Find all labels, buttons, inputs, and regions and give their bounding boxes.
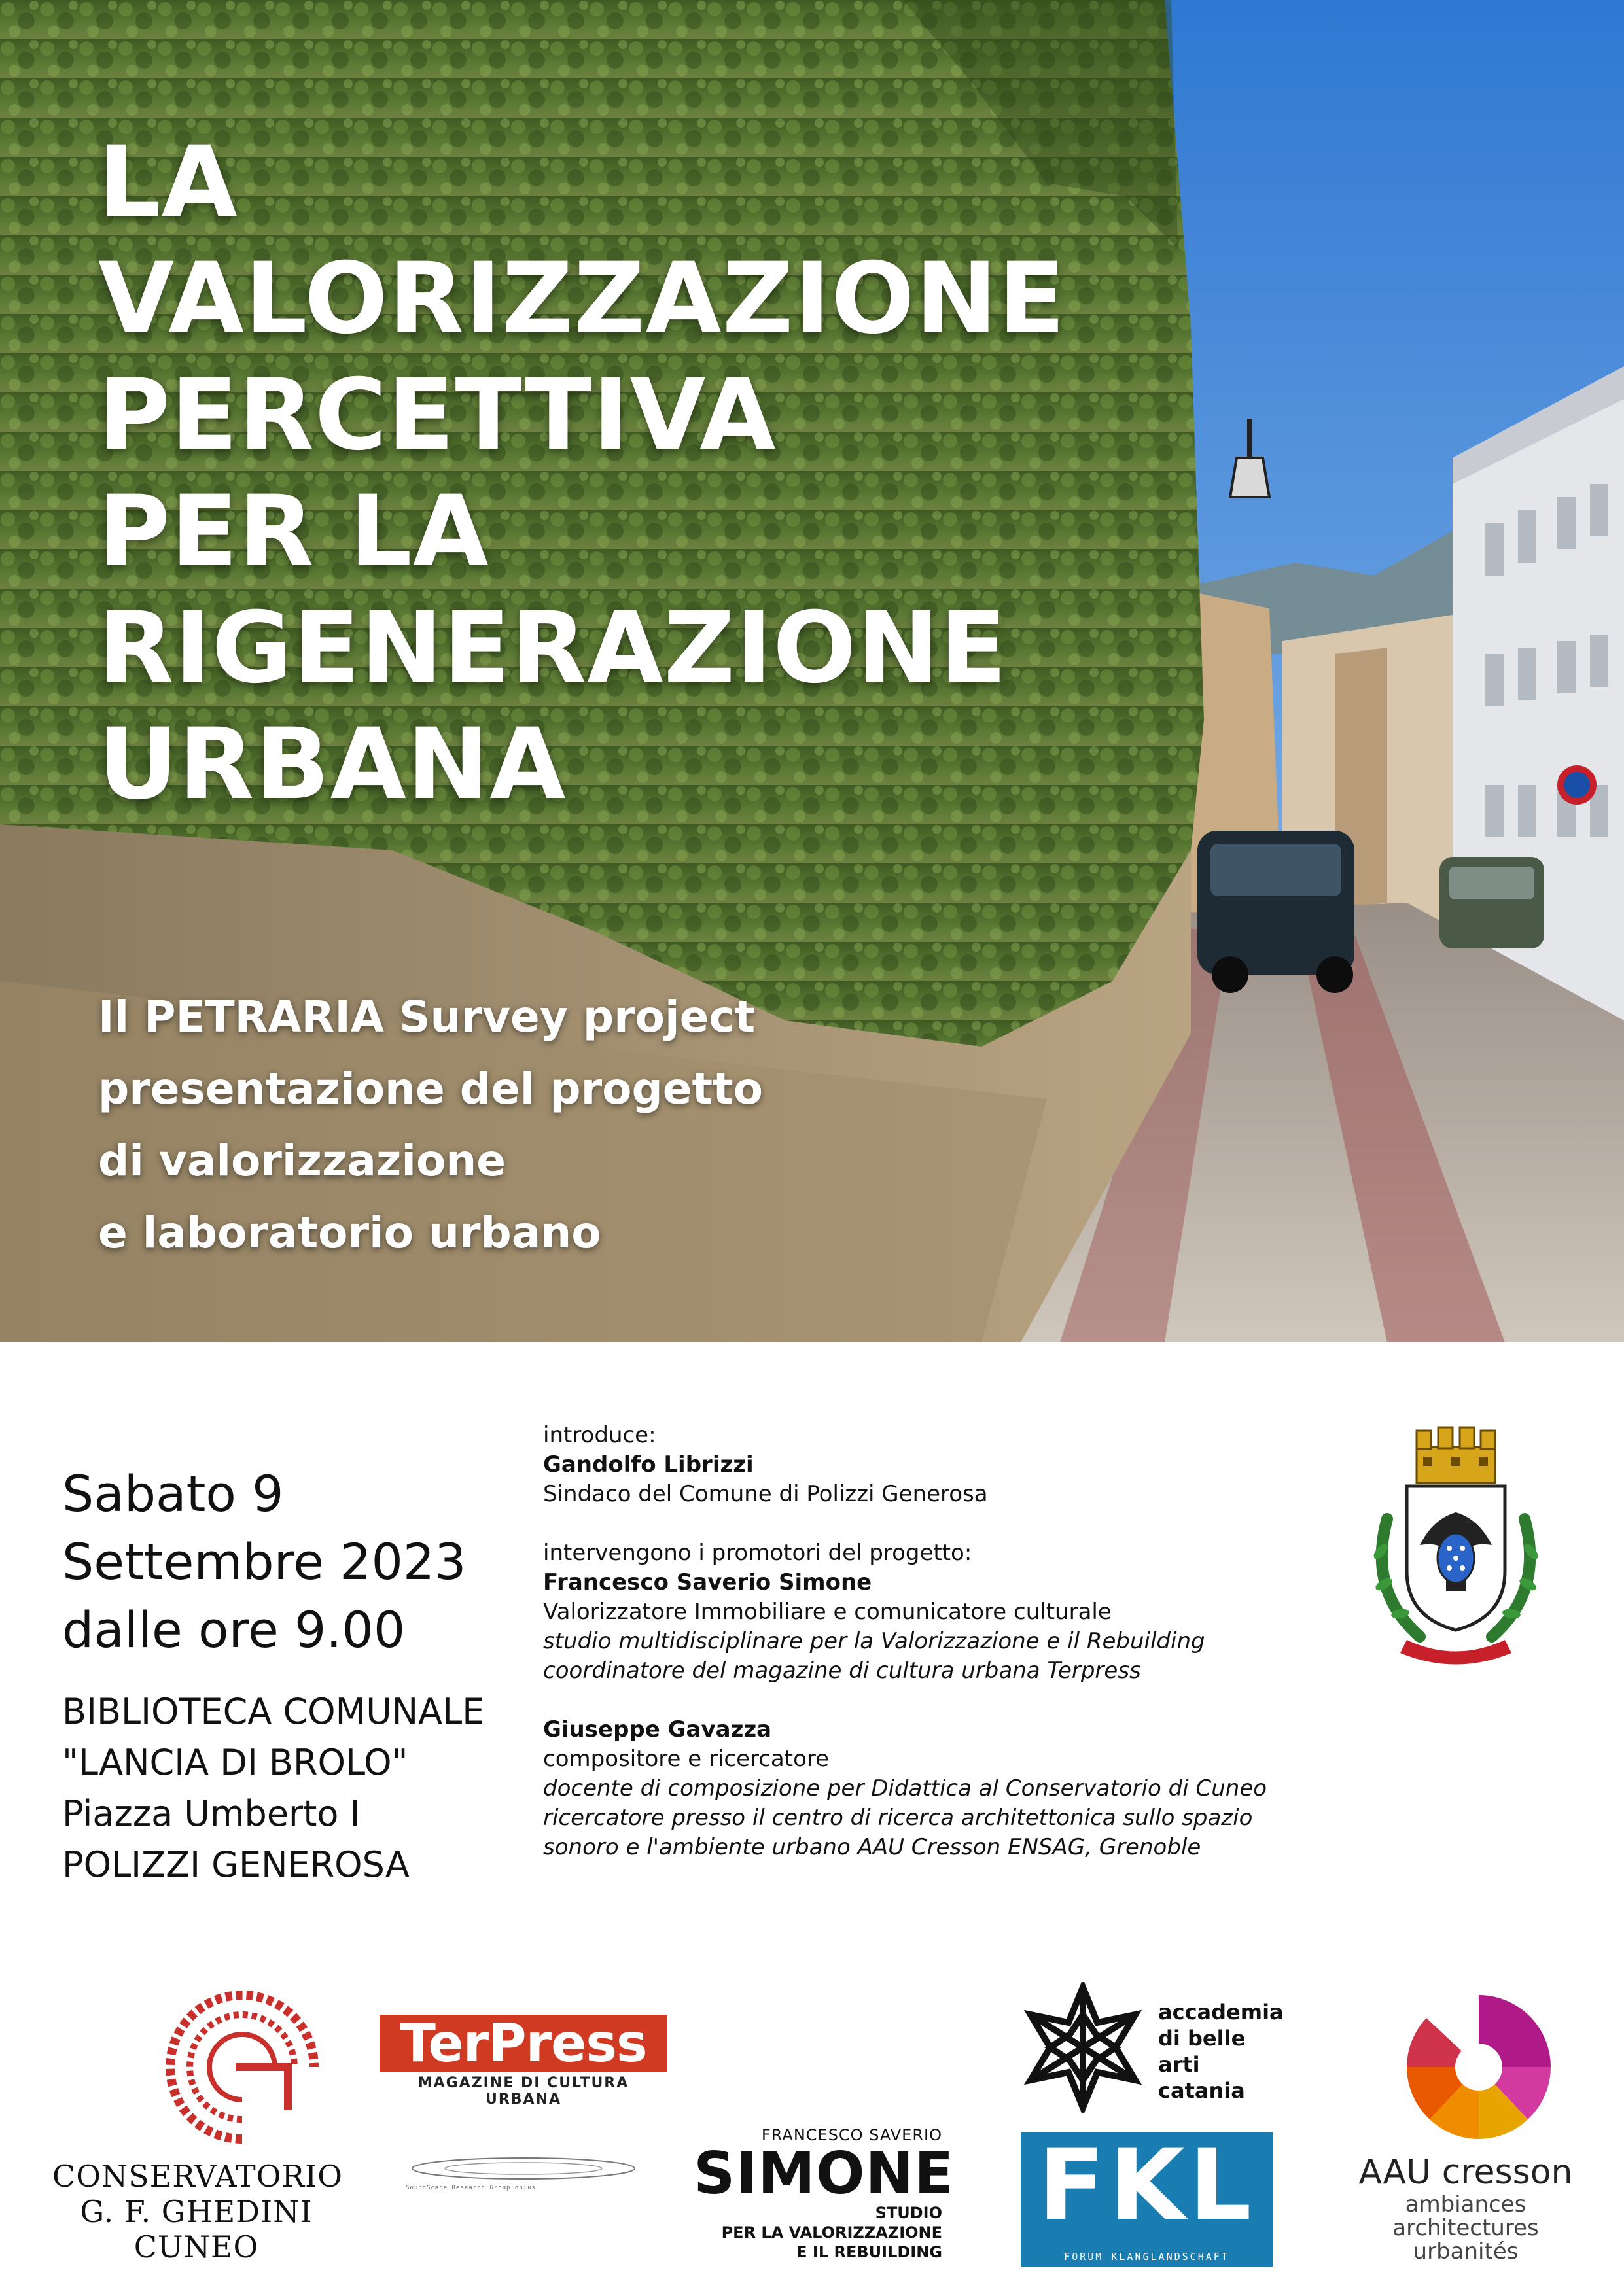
- speaker-2-role: compositore e ricercatore: [543, 1746, 830, 1772]
- simone-name: SIMONE: [694, 2140, 955, 2207]
- subtitle-line: e laboratorio urbano: [98, 1208, 601, 1258]
- simone-line: PER LA VALORIZZAZIONE: [721, 2223, 942, 2242]
- venue-line: "LANCIA DI BROLO": [62, 1742, 408, 1783]
- accademia-line: arti: [1158, 2052, 1200, 2077]
- terpress-logo: TerPress: [380, 2015, 667, 2072]
- event-title: [98, 124, 1066, 823]
- accademia-line: di belle: [1158, 2026, 1246, 2051]
- title-line: VALORIZZAZIONE: [98, 242, 1066, 356]
- speaker-1-name: Francesco Saverio Simone: [543, 1569, 872, 1595]
- simone-line: STUDIO: [875, 2204, 942, 2222]
- title-line: PER LA: [98, 475, 489, 589]
- venue-line: Piazza Umberto I: [62, 1793, 361, 1834]
- conservatorio-logo: [157, 1989, 327, 2155]
- intro-name: Gandolfo Librizzi: [543, 1452, 754, 1478]
- aau-cresson-mark-icon: [1400, 1989, 1557, 2149]
- speaker-1-role: Valorizzatore Immobiliare e comunicatore culturale: [543, 1599, 1112, 1625]
- event-info: [62, 1460, 484, 1890]
- ssrg-text: SoundScape Research Group onlus: [406, 2185, 536, 2191]
- terpress-tagline: MAGAZINE DI CULTURA URBANA: [417, 2075, 629, 2108]
- conservatorio-line: CONSERVATORIO: [52, 2159, 343, 2194]
- conservatorio-name: [52, 2159, 343, 2265]
- date-line: Settembre 2023: [62, 1533, 467, 1591]
- spacer: [543, 1509, 1267, 1539]
- date-line: Sabato 9: [62, 1465, 284, 1523]
- event-date: [62, 1460, 484, 1664]
- conservatorio-line: CUNEO: [133, 2229, 259, 2265]
- simone-top: FRANCESCO SAVERIO: [761, 2126, 942, 2144]
- intro-role: Sindaco del Comune di Polizzi Generosa: [543, 1481, 988, 1507]
- fkl-logo: [1021, 2129, 1273, 2267]
- accademia-line: catania: [1158, 2078, 1245, 2103]
- speakers-list: [543, 1421, 1267, 1862]
- fkl-subtitle: FORUM KLANGLANDSCHAFT: [1064, 2251, 1229, 2263]
- speaker-2-desc: docente di composizione per Didattica al Conservatorio di Cuneo: [543, 1775, 1267, 1801]
- date-line: dalle ore 9.00: [62, 1601, 406, 1659]
- accademia-name: [1158, 1999, 1284, 2104]
- aau-line: ambiances: [1405, 2191, 1527, 2218]
- fkl-name: FKL: [1038, 2129, 1256, 2242]
- ssrg-logo: [406, 2152, 641, 2188]
- venue-line: BIBLIOTECA COMUNALE: [62, 1691, 485, 1732]
- title-line: RIGENERAZIONE: [98, 591, 1008, 705]
- speaker-2-desc: sonoro e l'ambiente urbano AAU Cresson ENSAG, Grenoble: [543, 1834, 1201, 1860]
- speaker-2-desc: ricercatore presso il centro di ricerca architettonica sullo spazio: [543, 1805, 1253, 1831]
- speaker-2-name: Giuseppe Gavazza: [543, 1716, 772, 1743]
- title-line: PERCETTIVA: [98, 358, 777, 472]
- speaker-1-desc: coordinatore del magazine di cultura urbana Terpress: [543, 1658, 1141, 1684]
- promoters-label: intervengono i promotori del progetto:: [543, 1540, 972, 1566]
- aau-line: architectures: [1392, 2215, 1539, 2241]
- accademia-line: accademia: [1158, 2000, 1284, 2025]
- title-line: URBANA: [98, 708, 567, 822]
- venue-line: POLIZZI GENEROSA: [62, 1844, 410, 1885]
- intro-label: introduce:: [543, 1422, 656, 1448]
- subtitle-line: Il PETRARIA Survey project: [98, 992, 756, 1042]
- title-line: LA: [98, 126, 238, 239]
- spacer: [543, 1686, 1267, 1715]
- subtitle-line: presentazione del progetto: [98, 1064, 763, 1114]
- coat-of-arms-logo: [1361, 1421, 1551, 1673]
- conservatorio-line: G. F. GHEDINI: [80, 2194, 313, 2229]
- aau-cresson-logo: [1335, 2152, 1597, 2263]
- event-subtitle: [98, 981, 763, 1269]
- subtitle-line: di valorizzazione: [98, 1136, 506, 1186]
- simone-line: E IL REBUILDING: [796, 2243, 942, 2261]
- simone-logo: [694, 2126, 955, 2262]
- accademia-star-icon: [1017, 1982, 1148, 2116]
- aau-name: AAU cresson: [1358, 2153, 1573, 2192]
- speaker-1-desc: studio multidisciplinare per la Valorizzazione e il Rebuilding: [543, 1628, 1205, 1654]
- event-venue: [62, 1686, 484, 1890]
- aau-line: urbanités: [1413, 2238, 1519, 2265]
